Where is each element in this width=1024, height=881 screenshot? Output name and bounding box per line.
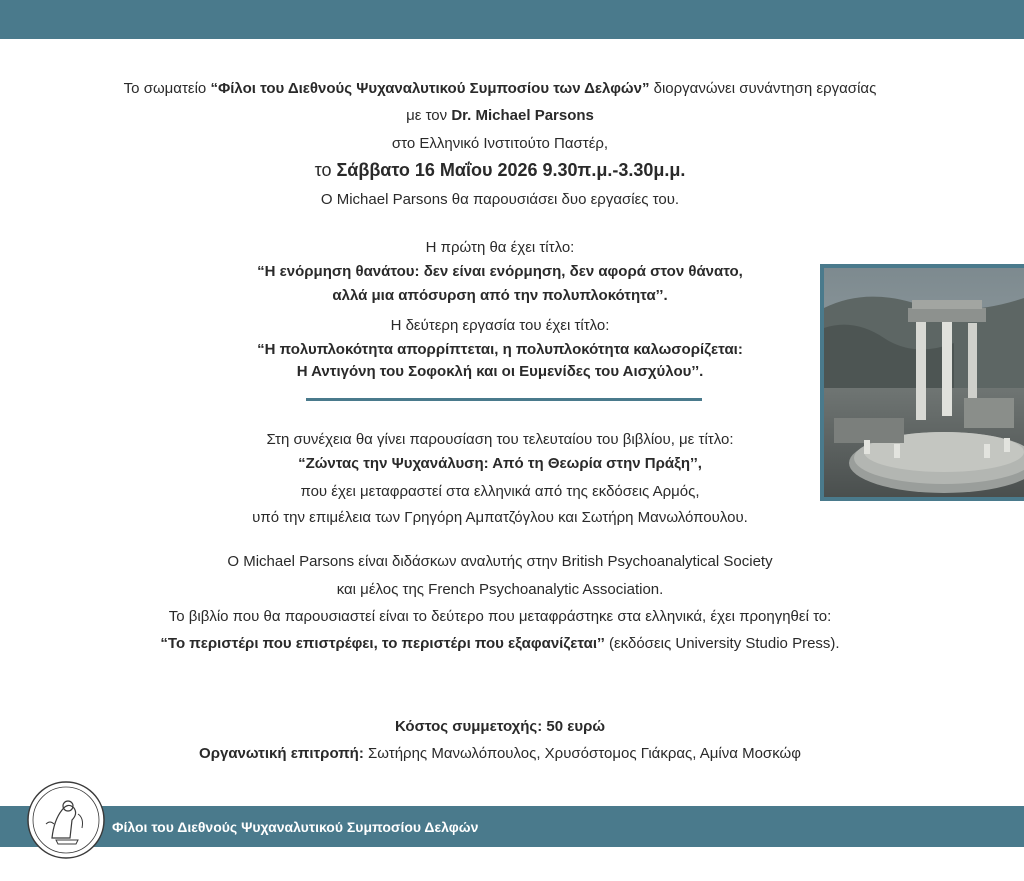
bio-line-3: Το βιβλίο που θα παρουσιαστεί είναι το δεύτερο που μεταφράστηκε στα ελληνικά, έχει προηγηθεί το: (168, 608, 832, 625)
date-line (0, 160, 1000, 180)
presentation-intro: Ο Michael Parsons θα παρουσιάσει δυο εργασίες του. (320, 191, 680, 208)
first-paper-title-1: “Η ενόρμηση θανάτου: δεν είναι ενόρμηση, δεν αφορά στον θάνατο, (257, 263, 743, 280)
committee-line (0, 744, 1000, 764)
intro-line-2 (0, 106, 1000, 126)
second-paper-title-2: Η Αντιγόνη του Σοφοκλή και οι Ευμενίδες του Αισχύλου’’. (296, 363, 704, 380)
intro-suffix: διοργανώνει συνάντηση εργασίας (649, 80, 877, 97)
first-paper-title-2: αλλά μια απόσυρση από την πολυπλοκότητα’’. (332, 287, 668, 304)
section-divider (306, 398, 702, 401)
previous-book-line (0, 634, 1000, 654)
previous-book-publisher: (εκδόσεις University Studio Press). (604, 635, 840, 652)
delphi-photo-frame (820, 264, 1024, 501)
committee-label: Οργανωτική επιτροπή: (199, 745, 364, 762)
bio-line-1: Ο Michael Parsons είναι διδάσκων αναλυτής στην British Psychoanalytical Society (227, 553, 773, 570)
cost-line: Κόστος συμμετοχής: 50 ευρώ (394, 718, 606, 735)
date-prefix: το (314, 160, 337, 180)
intro-prefix: Το σωματείο (123, 80, 211, 97)
organization-logo (26, 780, 106, 860)
previous-book-title: “Το περιστέρι που επιστρέφει, το περιστέρι που εξαφανίζεται’’ (160, 635, 605, 652)
book-title: “Ζώντας την Ψυχανάλυση: Από τη Θεωρία στην Πράξη’’, (298, 455, 702, 472)
second-paper-label: Η δεύτερη εργασία του έχει τίτλο: (390, 317, 610, 334)
speaker-name: Dr. Michael Parsons (451, 107, 594, 124)
second-paper-title-1: “Η πολυπλοκότητα απορρίπτεται, η πολυπλοκότητα καλωσορίζεται: (257, 341, 743, 358)
committee-members: Σωτήρης Μανωλόπουλος, Χρυσόστομος Γιάκρας, Αμίνα Μοσκώφ (363, 745, 801, 762)
with-prefix: με τον (406, 107, 452, 124)
event-date: Σάββατο 16 Μαΐου 2026 9.30π.μ.-3.30μ.μ. (336, 160, 686, 180)
delphi-tholos-photo (824, 268, 1024, 497)
book-translation: που έχει μεταφραστεί στα ελληνικά από της εκδόσεις Αρμός, (300, 483, 700, 500)
first-paper-label: Η πρώτη θα έχει τίτλο: (425, 239, 575, 256)
book-editors: υπό την επιμέλεια των Γρηγόρη Αμπατζόγλου και Σωτήρη Μανωλόπουλου. (252, 509, 748, 526)
organization-name: “Φίλοι του Διεθνούς Ψυχαναλυτικού Συμποσίου των Δελφών” (210, 80, 650, 97)
bio-line-2: και μέλος της French Psychoanalytic Association. (336, 581, 664, 598)
top-banner (0, 0, 1024, 39)
book-intro: Στη συνέχεια θα γίνει παρουσίαση του τελευταίου του βιβλίου, με τίτλο: (266, 431, 734, 448)
footer-organization-name: Φίλοι του Διεθνούς Ψυχαναλυτικού Συμποσίου Δελφών (112, 819, 479, 835)
venue-line: στο Ελληνικό Ινστιτούτο Παστέρ, (391, 135, 609, 152)
intro-line-1 (0, 79, 1000, 99)
